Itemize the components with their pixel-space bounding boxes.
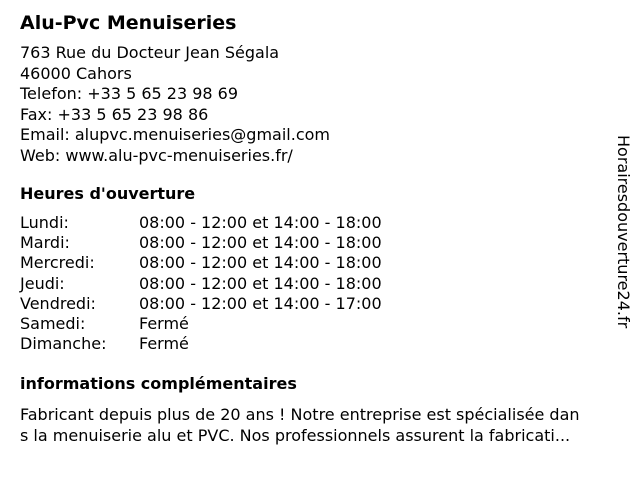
hours-time: 08:00 - 12:00 et 14:00 - 18:00 (139, 253, 382, 273)
description-line: Fabricant depuis plus de 20 ans ! Notre entreprise est spécialisée dan (20, 405, 580, 424)
hours-time: Fermé (139, 334, 189, 354)
hours-day: Mardi: (20, 233, 70, 253)
hours-time: 08:00 - 12:00 et 14:00 - 18:00 (139, 213, 382, 232)
hours-day: Samedi: (20, 313, 86, 333)
hours-time: 08:00 - 12:00 et 14:00 - 18:00 (139, 273, 382, 293)
fax-line: Fax: +33 5 65 23 98 86 (20, 104, 209, 124)
email-line: Email: alupvc.menuiseries@gmail.com (20, 125, 330, 144)
watermark (612, 135, 634, 345)
city-line: 46000 Cahors (20, 63, 132, 83)
info-heading: informations complémentaires (20, 374, 297, 393)
hours-day: Vendredi: (20, 293, 96, 313)
hours-time: 08:00 - 12:00 et 14:00 - 17:00 (139, 293, 382, 313)
description-line: s la menuiserie alu et PVC. Nos professionnels assurent la fabricati... (20, 426, 571, 445)
hours-time: 08:00 - 12:00 et 14:00 - 18:00 (139, 233, 382, 253)
hours-day: Mercredi: (20, 253, 95, 273)
contact-block (20, 43, 330, 166)
hours-time: Fermé (139, 313, 189, 333)
hours-day: Lundi: (20, 213, 69, 232)
description-text (20, 404, 630, 446)
phone-line: Telefon: +33 5 65 23 98 69 (20, 84, 239, 103)
watermark-text: Horairesdouverture24.fr (614, 135, 633, 329)
hours-heading: Heures d'ouverture (20, 184, 196, 203)
web-line: Web: www.alu-pvc-menuiseries.fr/ (20, 145, 293, 165)
address-line: 763 Rue du Docteur Jean Ségala (20, 43, 280, 62)
hours-day: Dimanche: (20, 334, 107, 354)
business-name: Alu-Pvc Menuiseries (20, 12, 237, 34)
hours-day: Jeudi: (20, 273, 65, 293)
